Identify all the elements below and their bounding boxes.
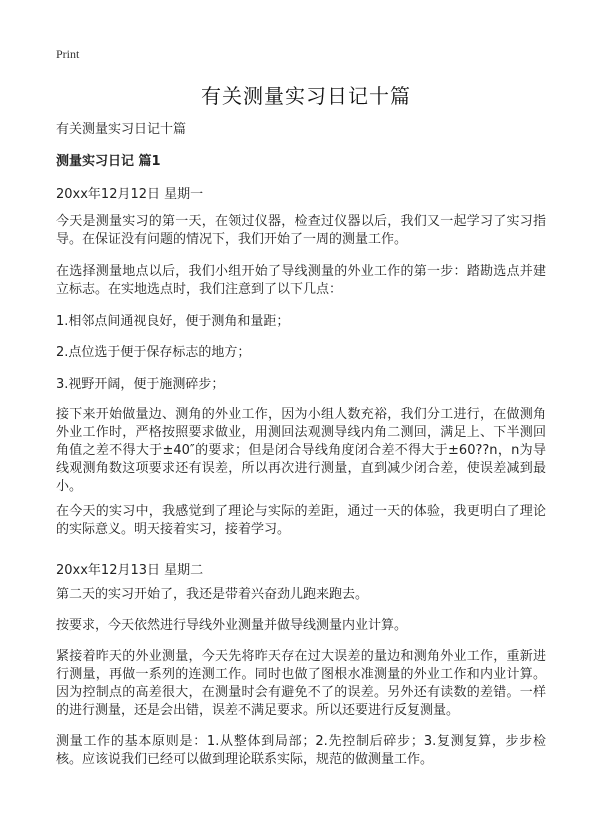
paragraph: 第二天的实习开始了，我还是带着兴奋劲儿跑来跑去。 [56,587,369,602]
list-item: 2.点位选于便于保存标志的地方； [56,345,251,360]
paragraph: 在今天的实习中，我感觉到了理论与实际的差距，通过一天的体验，我更明白了理论的实际意义。明天接着实习，接着学习。 [56,504,546,537]
section-heading: 测量实习日记 篇1 [56,154,161,169]
list-item: 3.视野开阔，便于施测碎步； [56,377,225,392]
document-subtitle: 有关测量实习日记十篇 [56,122,187,137]
paragraph: 接下来开始做量边、测角的外业工作，因为小组人数充裕，我们分工进行，在做测角外业工作时，严格按照要求做业，用测回法观测导线内角二测回，满足上、下半测回角值之差不得大于±40″的要求；但是闭合导线角度闭合差不得大于±60??n，n为导线观测角数这项要求还有误差，所以再次进行测量，直到减少闭合差，使误差减到最小。 [56,407,546,494]
entry-date: 20xx年12月12日 星期一 [56,187,204,202]
entry-date: 20xx年12月13日 星期二 [56,563,204,578]
paragraph: 在选择测量地点以后，我们小组开始了导线测量的外业工作的第一步：踏勘选点并建立标志。在实地选点时，我们注意到了以下几点： [56,264,546,297]
paragraph: 按要求，今天依然进行导线外业测量并做导线测量内业计算。 [56,618,408,633]
document-title: 有关测量实习日记十篇 [201,84,411,108]
print-label[interactable]: Print [56,47,80,61]
paragraph: 测量工作的基本原则是：1.从整体到局部；2.先控制后碎步；3.复测复算，步步检核。应该说我们已经可以做到理论联系实际，规范的做测量工作。 [56,734,546,767]
paragraph: 紧接着昨天的外业测量，今天先将昨天存在过大误差的量边和测角外业工作，重新进行测量，再做一系列的连测工作。同时也做了图根水准测量的外业工作和内业计算。因为控制点的高差很大，在测量时会有避免不了的误差。另外还有读数的差错。一样的进行测量，还是会出错，误差不满足要求。所以还要进行反复测量。 [56,649,546,718]
list-item: 1.相邻点间通视良好，便于测角和量距； [56,314,290,329]
paragraph: 今天是测量实习的第一天，在领过仪器，检查过仪器以后，我们又一起学习了实习指导。在保证没有问题的情况下，我们开始了一周的测量工作。 [56,214,546,247]
